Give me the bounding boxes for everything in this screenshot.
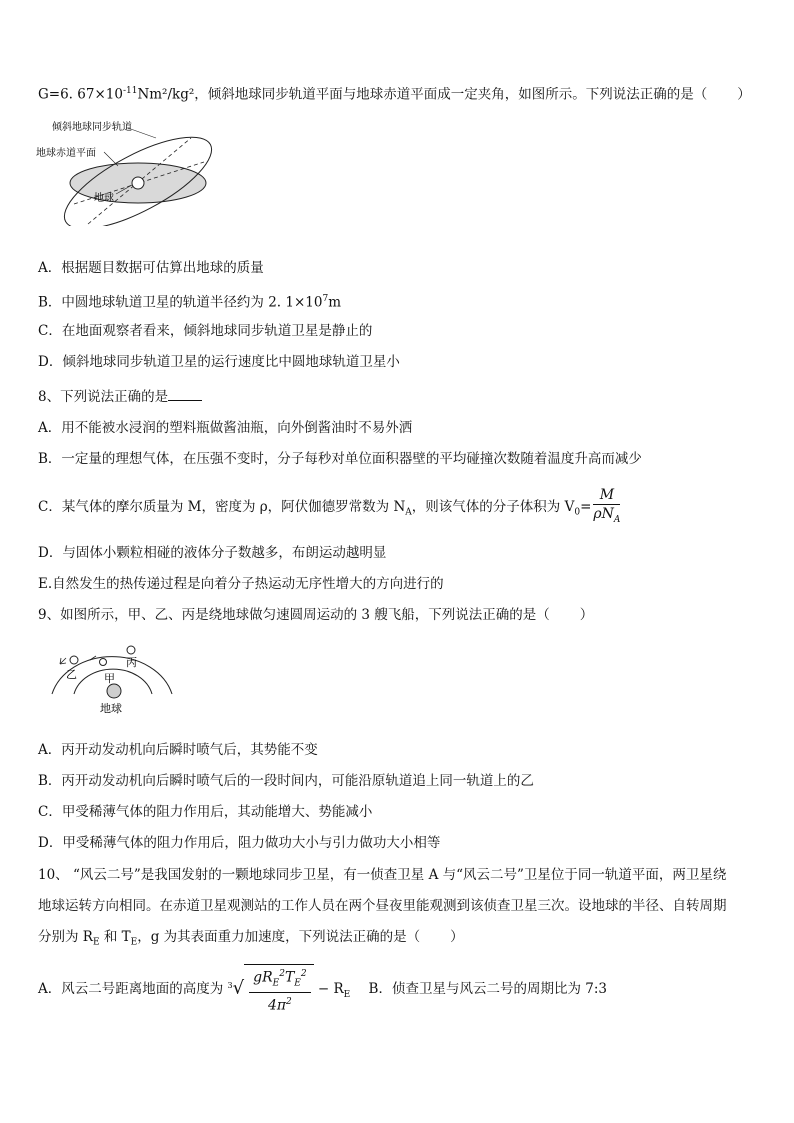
q8-stem xyxy=(38,388,202,406)
ship-jia xyxy=(100,659,107,666)
q8-option-e: E.自然发生的热传递过程是向着分子热运动无序性增大的方向进行的 xyxy=(38,576,444,592)
q10-line2: 地球运转方向相同。在赤道卫星观测站的工作人员在两个昼夜里能观测到该侦查卫星三次。设地球的半径、自转周期 xyxy=(38,898,727,914)
intro-line xyxy=(38,82,751,104)
q7-option-b xyxy=(38,290,341,312)
q9-option-a: A．丙开动发动机向后瞬时喷气后，其势能不变 xyxy=(38,742,318,758)
earth-ball xyxy=(107,684,121,698)
q10-line3-sub1: E xyxy=(92,937,100,948)
label-earth: 地球 xyxy=(100,702,122,715)
label-jia: 甲 xyxy=(104,672,115,685)
q9-option-c: C．甲受稀薄气体的阻力作用后，其动能增大、势能减小 xyxy=(38,804,373,820)
intro-text: ，倾斜地球同步轨道平面与地球赤道平面成一定夹角，如图所示。下列说法正确的是（ xyxy=(194,86,708,103)
label-incline: 倾斜地球同步轨道 xyxy=(52,122,132,133)
spacecraft-orbit-figure xyxy=(44,636,184,718)
den-sup: 2 xyxy=(286,997,292,1008)
num-T-sup: 2 xyxy=(300,969,307,979)
minus-R-sub: E xyxy=(343,989,351,1000)
q10-option-a-text: A．风云二号距离地面的高度为 xyxy=(38,981,224,998)
leader-equator xyxy=(104,152,118,166)
intro-constant: G=6. 67×10 xyxy=(38,86,123,103)
q7-b-text: B．中圆地球轨道卫星的轨道半径约为 2. 1×10 xyxy=(38,294,323,311)
q10-line3 xyxy=(38,928,464,952)
root-radicand xyxy=(244,964,313,1015)
q8-option-d: D．与固体小颗粒相碰的液体分子数越多，布朗运动越明显 xyxy=(38,545,387,561)
radicand-denominator xyxy=(249,993,310,1015)
root-index: 3 xyxy=(227,981,233,991)
ship-yi xyxy=(70,656,78,664)
radicand-numerator xyxy=(249,965,310,993)
q9-stem xyxy=(38,606,593,624)
cube-root-expression: $^3$√ $\frac{gR_E^2T_E^2}{4\pi^2}$ xyxy=(228,964,314,1015)
fraction-numerator: M xyxy=(593,486,620,505)
q10-option-b-text: B．侦查卫星与风云二号的周期比为 7:3 xyxy=(368,981,607,998)
num-T: T xyxy=(284,969,295,986)
q8-option-c xyxy=(38,486,620,529)
den-4pi: 4π xyxy=(267,998,287,1015)
label-yi: 乙 xyxy=(66,668,77,681)
q8-c-sub2: 0 xyxy=(574,507,581,518)
q10-line3-text-b: 和 T xyxy=(103,929,131,945)
label-earth: 地球 xyxy=(94,193,114,204)
q8-option-a: A．用不能被水浸润的塑料瓶做酱油瓶，向外倒酱油时不易外洒 xyxy=(38,420,413,436)
q7-option-a: A．根据题目数据可估算出地球的质量 xyxy=(38,260,264,276)
ship-bing xyxy=(127,646,135,654)
leader-incline xyxy=(128,128,156,138)
arrow-yi-icon xyxy=(60,658,66,664)
q7-b-exponent: 7 xyxy=(322,294,329,304)
num-T-sub: E xyxy=(294,978,301,989)
label-equator: 地球赤道平面 xyxy=(36,148,96,159)
intro-exponent: -11 xyxy=(122,86,138,96)
q10-line3-text-a: 分别为 R xyxy=(38,929,93,945)
answer-blank xyxy=(168,388,202,401)
radicand-fraction xyxy=(249,965,310,1015)
q10-line3-sub2: E xyxy=(130,937,138,948)
orbit-figure xyxy=(36,116,216,226)
earth-circle xyxy=(132,177,144,189)
q7-b-unit: m xyxy=(328,294,342,311)
q7-option-d: D．倾斜地球同步轨道卫星的运行速度比中圆地球轨道卫星小 xyxy=(38,354,400,370)
q8-stem-text: 8、下列说法正确的是 xyxy=(38,389,169,405)
q7-option-c: C．在地面观察者看来，倾斜地球同步轨道卫星是静止的 xyxy=(38,323,373,339)
q10-line1: 10、 “风云二号”是我国发射的一颗地球同步卫星，有一侦查卫星 A 与“风云二号”卫星位于同一轨道平面，两卫星绕 xyxy=(38,867,727,883)
num-gR-sub: E xyxy=(272,978,280,989)
q10-line3-text-c: ，g 为其表面重力加速度，下列说法正确的是（ xyxy=(137,929,421,945)
q8-c-sub: A xyxy=(405,507,412,518)
q9-option-b: B．丙开动发动机向后瞬时喷气后的一段时间内，可能沿原轨道追上同一轨道上的乙 xyxy=(38,773,534,789)
q9-option-d: D．甲受稀薄气体的阻力作用后，阻力做功大小与引力做功大小相等 xyxy=(38,835,441,851)
q8-c-text: C．某气体的摩尔质量为 M，密度为 ρ，阿伏伽德罗常数为 N xyxy=(38,498,406,515)
num-gR-sup: 2 xyxy=(279,969,285,979)
q10-line3-close: ） xyxy=(450,929,464,945)
intro-close: ） xyxy=(737,86,751,103)
intro-unit: Nm²/kg² xyxy=(137,86,195,103)
q8-c-equals: = xyxy=(580,498,592,515)
q8-c-text2: ，则该气体的分子体积为 V xyxy=(411,498,575,515)
num-gR: gR xyxy=(253,969,273,986)
q8-c-fraction xyxy=(593,486,620,529)
fraction-den-sub: A xyxy=(613,514,621,525)
q8-option-b: B．一定量的理想气体，在压强不变时，分子每秒对单位面积器壁的平均碰撞次数随着温度升高而减少 xyxy=(38,451,642,467)
fraction-den-text: ρN xyxy=(593,506,614,522)
label-bing: 丙 xyxy=(126,656,137,669)
q10-options xyxy=(38,964,607,1015)
minus-R: − R xyxy=(313,981,344,998)
fraction-denominator xyxy=(593,505,620,529)
q9-stem-text: 9、如图所示，甲、乙、丙是绕地球做匀速圆周运动的 3 艘飞船，下列说法正确的是（ xyxy=(38,607,550,623)
q9-close: ） xyxy=(579,607,594,623)
